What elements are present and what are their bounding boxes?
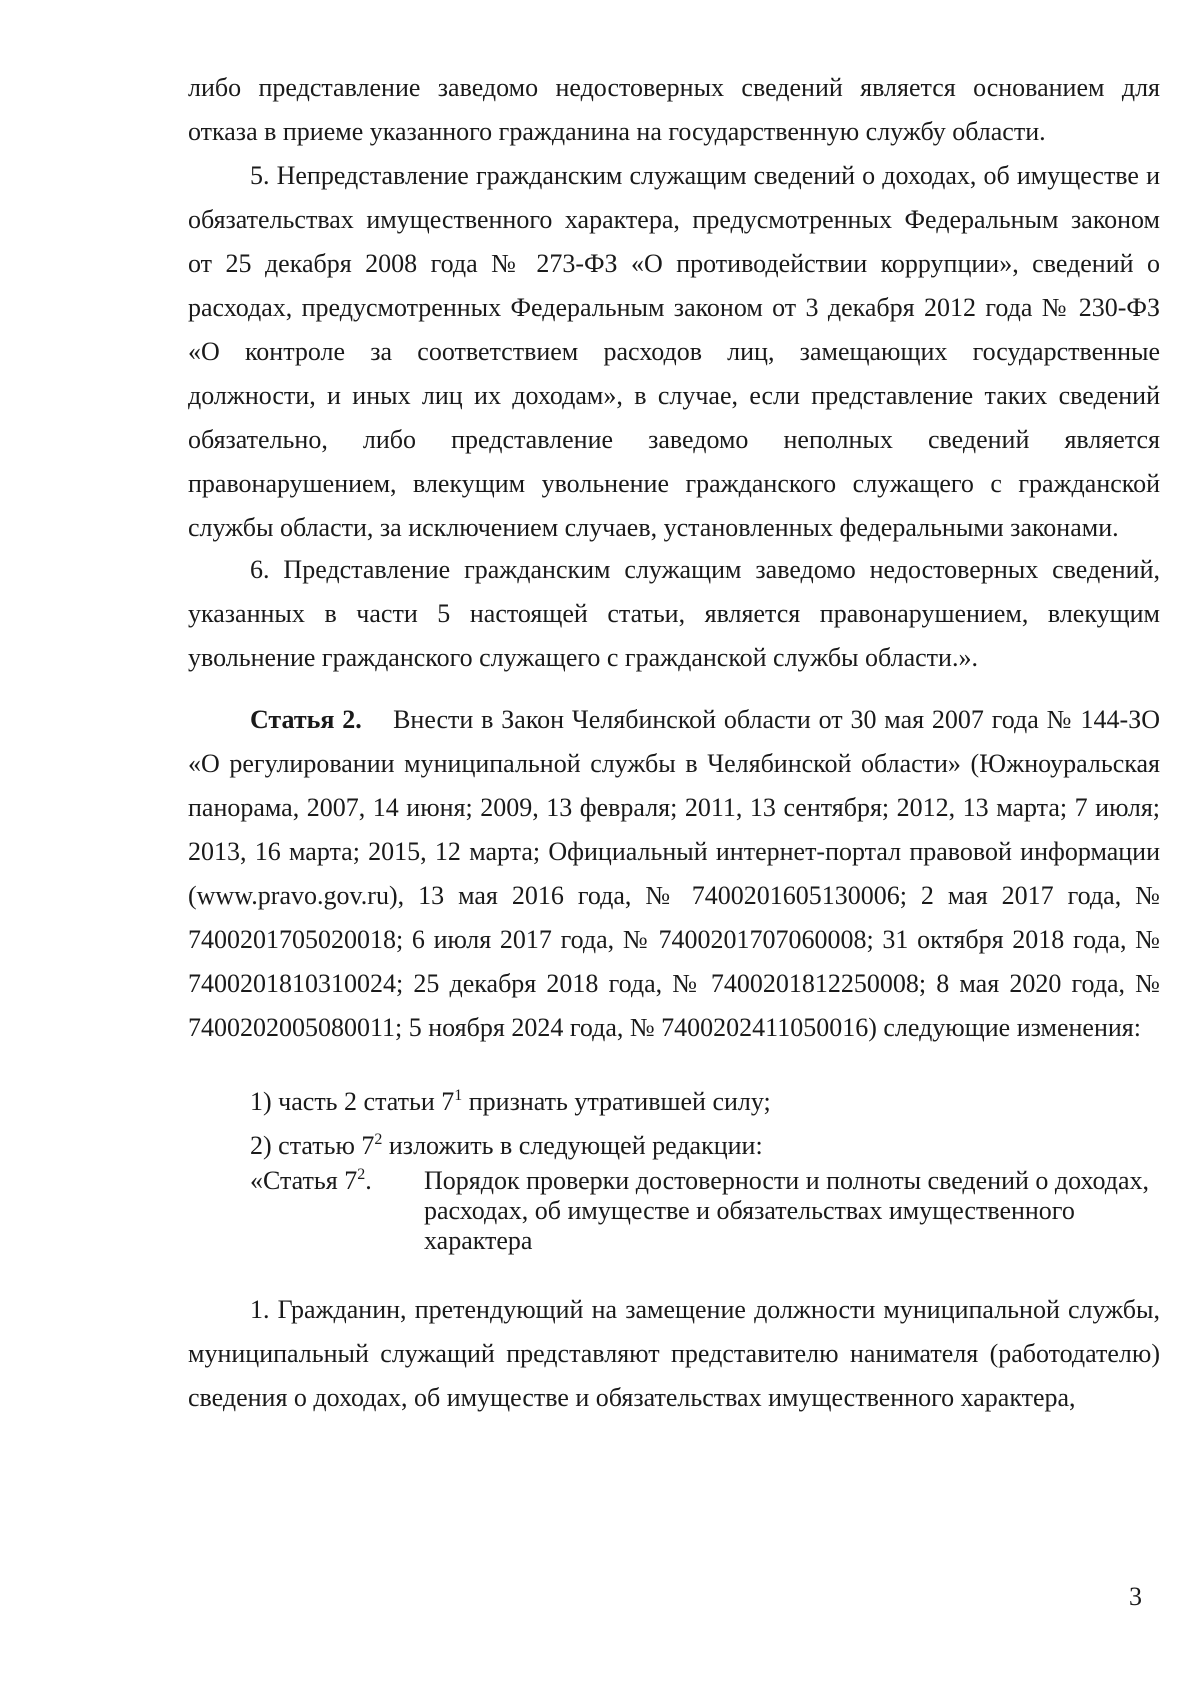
article-7-2-title: Порядок проверки достоверности и полноты сведений о доходах, расходах, об имуществе и обязательствах имущественного характера xyxy=(424,1166,1150,1255)
article-2 xyxy=(188,698,1160,1050)
article-2-heading: Статья 2. xyxy=(250,705,362,734)
paragraph-continuation: либо представление заведомо недостоверных сведений является основанием для отказа в приеме указанного гражданина на государственную службу области. xyxy=(188,73,1160,146)
paragraph-6: 6. Представление гражданским служащим заведомо недостоверных сведений, указанных в части 5 настоящей статьи, является правонарушением, влекущим увольнение гражданского служащего с гражданской службы области.». xyxy=(188,555,1160,672)
article-2-text: Внести в Закон Челябинской области от 30 мая 2007 года № 144-ЗО «О регулировании муниципальной службы в Челябинской области» (Южноуральская панорама, 2007, 14 июня; 2009, 13 февраля; 2011, 13 сентября; 2012, 13 марта; 7 июля; 2013, 16 марта; 2015, 12 марта; Официальный интернет-портал правовой информации (www.pravo.gov.ru), 13 мая 2016 года, № 7400201605130006; 2 мая 2017 года, № 7400201705020018; 6 июля 2017 года, № 7400201707060008; 31 октября 2018 года, № 7400201810310024; 25 декабря 2018 года, № 7400201812250008; 8 мая 2020 года, № 7400202005080011; 5 ноября 2024 года, № 7400202411050016) следующие изменения: xyxy=(188,705,1161,1042)
list-item-2: 2) статью $7^2$ изложить в следующей редакции: xyxy=(250,1131,763,1160)
page-number: 3 xyxy=(1129,1582,1142,1611)
list-item-1: 1) часть 2 статьи $7^1$ признать утратившей силу; xyxy=(250,1087,771,1116)
article-7-2-heading xyxy=(250,1166,1160,1256)
article-7-2-label: «Статья $7^2$. xyxy=(250,1166,372,1195)
article-7-2-paragraph-1: 1. Гражданин, претендующий на замещение должности муниципальной службы, муниципальный служащий представляют представителю нанимателя (работодателю) сведения о доходах, об имуществе и обязательствах имущественного характера, xyxy=(188,1295,1160,1412)
paragraph-5: 5. Непредставление гражданским служащим сведений о доходах, об имуществе и обязательствах имущественного характера, предусмотренных Федеральным законом от 25 декабря 2008 года № 273-ФЗ «О противодействии коррупции», сведений о расходах, предусмотренных Федеральным законом от 3 декабря 2012 года № 230-ФЗ «О контроле за соответствием расходов лиц, замещающих государственные должности, и иных лиц их доходам», в случае, если представление таких сведений обязательно, либо представление заведомо неполных сведений является правонарушением, влекущим увольнение гражданского служащего с гражданской службы области, за исключением случаев, установленных федеральными законами. xyxy=(188,161,1160,542)
